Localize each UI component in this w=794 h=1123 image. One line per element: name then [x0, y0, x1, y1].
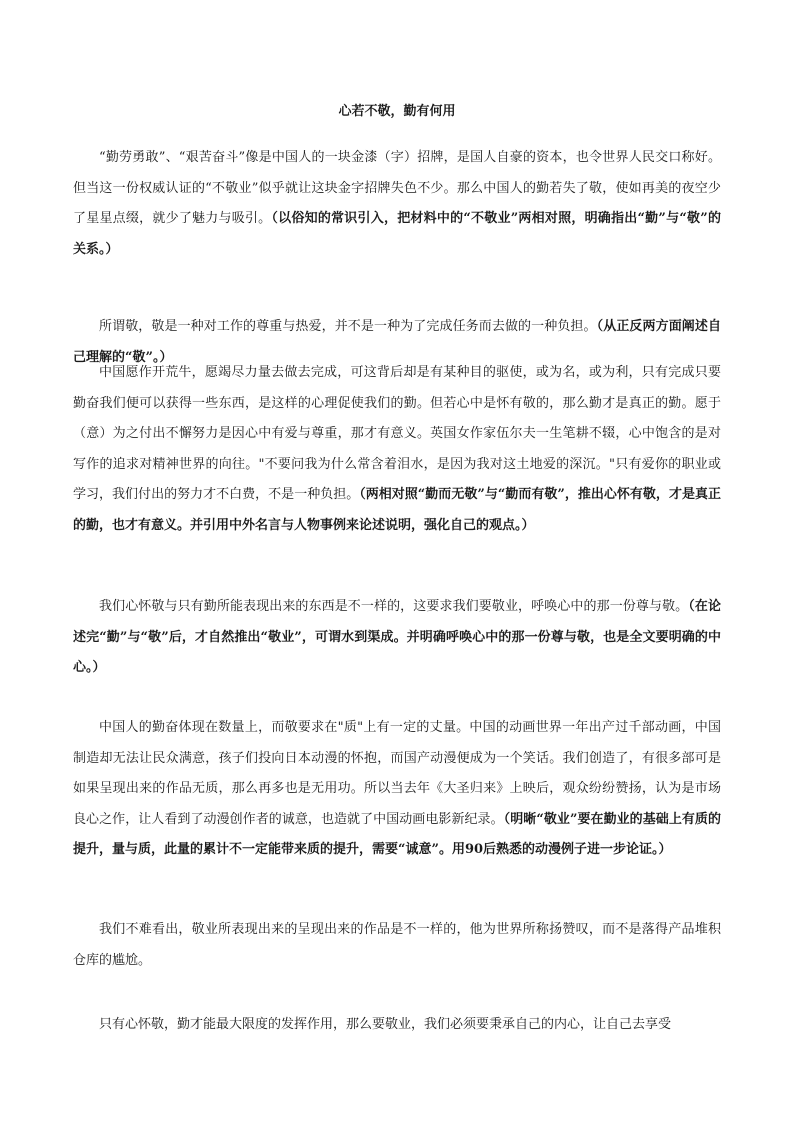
paragraph-4-text: 我们心怀敬与只有勤所能表现出来的东西是不一样的，这要求我们要敬业，呼唤心中的那一份尊与敬。 — [99, 599, 689, 614]
paragraph-5-text: 中国人的勤奋体现在数量上，而敬要求在"质"上有一定的丈量。中国的动画世界一年出产过千部动画，中国制造却无法让民众满意，孩子们投向日本动漫的怀抱，而国产动漫便成为一个笑话。我们创造了，有很多部可是如果呈现出来的作品无质，那么再多也是无用功。所以当去年《大圣归来》上映后，观众纷纷赞扬，认为是市场良心之作，让人看到了动漫创作者的诚意，也造就了中国动画电影新纪录。 — [73, 720, 721, 827]
paragraph-1-comment: （以俗知的常识引入，把材料中的“不敬业”两相对照，明确指出“勤”与“敬”的关系。） — [73, 211, 721, 257]
essay-title: 心若不敬，勤有何用 — [338, 104, 456, 119]
paragraph-5 — [73, 713, 721, 866]
paragraph-7 — [73, 1010, 721, 1041]
paragraph-3-text: 中国愿作开荒牛，愿竭尽力量去做去完成，可这背后却是有某种目的驱使，或为名，或为利，只有完成只要勤奋我们便可以获得一些东西，是这样的心理促使我们的勤。但若心中是怀有敬的，那么勤才是真正的勤。愿于（意）为之付出不懈努力是因心中有爱与尊重，那才有意义。英国女作家伍尔夫一生笔耕不辍，心中饱含的是对写作的追求对精神世界的向往。"不要问我为什么常含着泪水，是因为我对这土地爱的深沉。"只有爱你的职业或学习，我们付出的努力才不白费，不是一种负担。 — [73, 365, 721, 502]
paragraph-7-text: 只有心怀敬，勤才能最大限度的发挥作用，那么要敬业，我们必须要秉承自己的内心，让自己去享受 — [99, 1017, 672, 1032]
paragraph-5-comment: （明晰“敬业”要在勤业的基础上有质的提升，量与质，此量的累计不一定能带来质的提升，需要“诚意”。用90后熟悉的动漫例子进一步论证。） — [73, 811, 721, 857]
paragraph-2-text: 所谓敬，敬是一种对工作的尊重与热爱，并不是一种为了完成任务而去做的一种负担。 — [99, 319, 597, 334]
paragraph-6-text: 我们不难看出，敬业所表现出来的呈现出来的作品是不一样的，他为世界所称扬赞叹，而不是落得产品堆积仓库的尴尬。 — [73, 922, 721, 968]
paragraph-6 — [73, 915, 721, 976]
paragraph-1-text: “勤劳勇敢”、“艰苦奋斗”像是中国人的一块金漆（字）招牌，是国人自豪的资本，也令世界人民交口称好。但当这一份权威认证的“不敬业”似乎就让这块金字招牌失色不少。那么中国人的勤若失了敬，使如再美的夜空少了星星点缀，就少了魅力与吸引。 — [73, 150, 721, 226]
paragraph-3 — [73, 358, 721, 541]
paragraph-4-comment: （在论述完“勤”与“敬”后，才自然推出“敬业”，可谓水到渠成。并明确呼唤心中的那一份尊与敬，也是全文要明确的中心。） — [73, 599, 721, 675]
paragraph-3-comment: （两相对照“勤而无敬”与“勤而有敬”，推出心怀有敬，才是真正的勤，也才有意义。并引用中外名言与人物事例来论述说明，强化自己的观点。） — [73, 487, 721, 533]
paragraph-4 — [73, 592, 721, 684]
paragraph-1 — [73, 143, 721, 265]
paragraph-2-comment: （从正反两方面阐述自己理解的“敬”。） — [73, 319, 721, 365]
